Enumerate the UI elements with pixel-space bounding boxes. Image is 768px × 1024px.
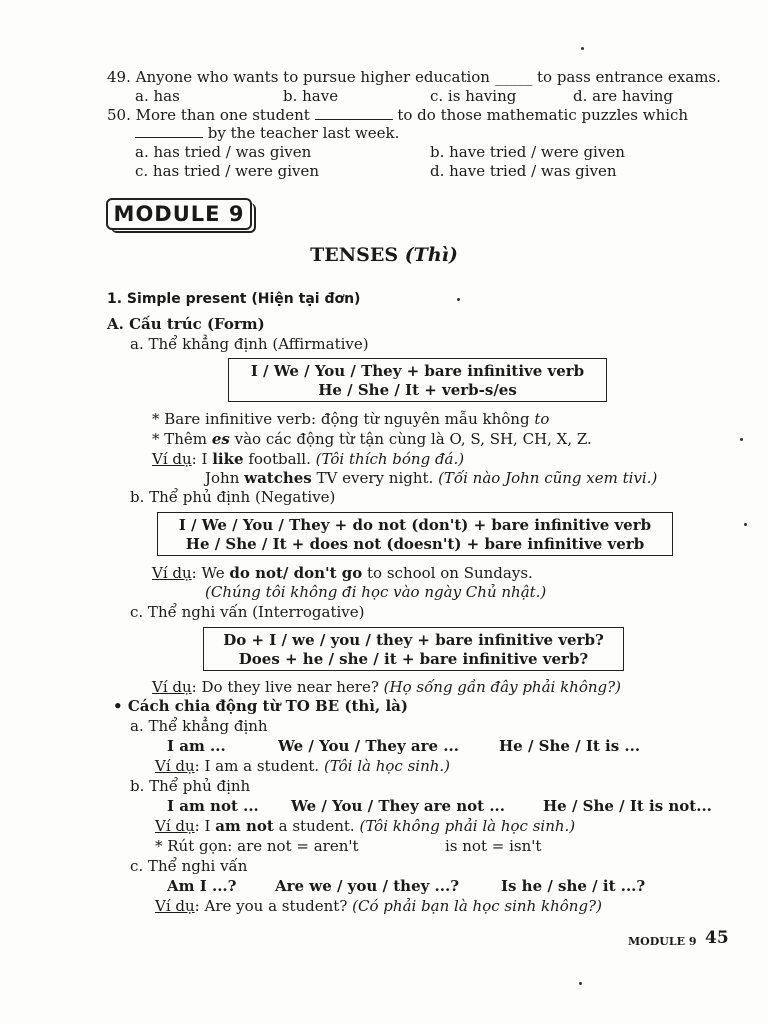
formula-line: I / We / You / They + bare infinitive verb (250, 362, 585, 380)
answer-blank (315, 107, 393, 120)
example: Ví dụ: I am not a student. (Tôi không phải là học sinh.) (155, 817, 576, 835)
formula-line: He / She / It + verb-s/es (318, 381, 517, 399)
subsection-heading: A. Cấu trúc (Form) (107, 315, 265, 333)
tobe-form: He / She / It is not... (543, 797, 712, 815)
q50-option-d: d. have tried / was given (430, 162, 617, 180)
tobe-form: We / You / They are ... (278, 737, 459, 755)
example: Ví dụ: Do they live near here? (Họ sống gần đây phải không?) (152, 678, 622, 696)
formula-box-negative (157, 512, 673, 556)
formula-line: He / She / It + does not (doesn't) + bare infinitive verb (185, 535, 645, 553)
q50-option-b: b. have tried / were given (430, 143, 625, 161)
scan-speck (581, 47, 584, 50)
tobe-form: I am not ... (167, 797, 259, 815)
scan-speck (740, 438, 743, 441)
q49-option-c: c. is having (430, 87, 517, 105)
example: Ví dụ: Are you a student? (Có phải bạn là học sinh không?) (155, 897, 602, 915)
note: * Thêm es vào các động từ tận cùng là O, S, SH, CH, X, Z. (152, 430, 592, 448)
example-translation: (Chúng tôi không đi học vào ngày Chủ nhật.) (205, 583, 547, 601)
scan-speck (579, 982, 582, 985)
page-number: 45 (705, 928, 729, 948)
negative-label: b. Thể phủ định (Negative) (130, 488, 336, 506)
scan-speck (457, 298, 460, 301)
tobe-form: Am I ...? (167, 877, 237, 895)
example: John watches TV every night. (Tối nào John cũng xem tivi.) (205, 469, 658, 487)
page-title: TENSES (Thì) (310, 244, 458, 266)
question-49: 49. Anyone who wants to pursue higher education _____ to pass entrance exams. (107, 68, 721, 86)
tobe-form: I am ... (167, 737, 226, 755)
tobe-heading: • Cách chia động từ TO BE (thì, là) (113, 697, 408, 715)
example: Ví dụ: We do not/ don't go to school on Sundays. (152, 564, 533, 582)
formula-line: Does + he / she / it + bare infinitive verb? (238, 650, 589, 668)
q49-option-a: a. has (135, 87, 180, 105)
q50-option-a: a. has tried / was given (135, 143, 312, 161)
q49-option-b: b. have (283, 87, 339, 105)
bullet-icon: • (113, 697, 123, 715)
tobe-form: Is he / she / it ...? (501, 877, 646, 895)
tobe-form: Are we / you / they ...? (275, 877, 460, 895)
interrogative-label: c. Thể nghi vấn (Interrogative) (130, 603, 365, 621)
formula-line: Do + I / we / you / they + bare infinitive verb? (223, 631, 604, 649)
tobe-form: We / You / They are not ... (291, 797, 505, 815)
formula-line: I / We / You / They + do not (don't) + bare infinitive verb (178, 516, 652, 534)
tobe-negative-label: b. Thể phủ định (130, 777, 251, 795)
answer-blank (135, 125, 203, 138)
scan-speck (744, 523, 747, 526)
footer-module: MODULE 9 (628, 935, 697, 948)
note: is not = isn't (445, 837, 542, 855)
tobe-form: He / She / It is ... (499, 737, 641, 755)
question-50-line2: by the teacher last week. (135, 124, 399, 142)
affirmative-label: a. Thể khẳng định (Affirmative) (130, 335, 369, 353)
example: Ví dụ: I am a student. (Tôi là học sinh.) (155, 757, 451, 775)
formula-box-interrogative (203, 627, 624, 671)
q49-option-d: d. are having (573, 87, 674, 105)
question-50: 50. More than one student to do those mathematic puzzles which (107, 106, 689, 124)
section-heading: 1. Simple present (Hiện tại đơn) (107, 291, 361, 307)
q50-option-c: c. has tried / were given (135, 162, 320, 180)
tobe-affirmative-label: a. Thể khẳng định (130, 717, 268, 735)
note: * Rút gọn: are not = aren't (155, 837, 359, 855)
note: * Bare infinitive verb: động từ nguyên mẫu không to (152, 410, 550, 428)
formula-box-affirmative (228, 358, 607, 402)
example: Ví dụ: I like football. (Tôi thích bóng đá.) (152, 450, 465, 468)
module-tag: MODULE 9 (106, 198, 252, 230)
tobe-interrogative-label: c. Thể nghi vấn (130, 857, 248, 875)
